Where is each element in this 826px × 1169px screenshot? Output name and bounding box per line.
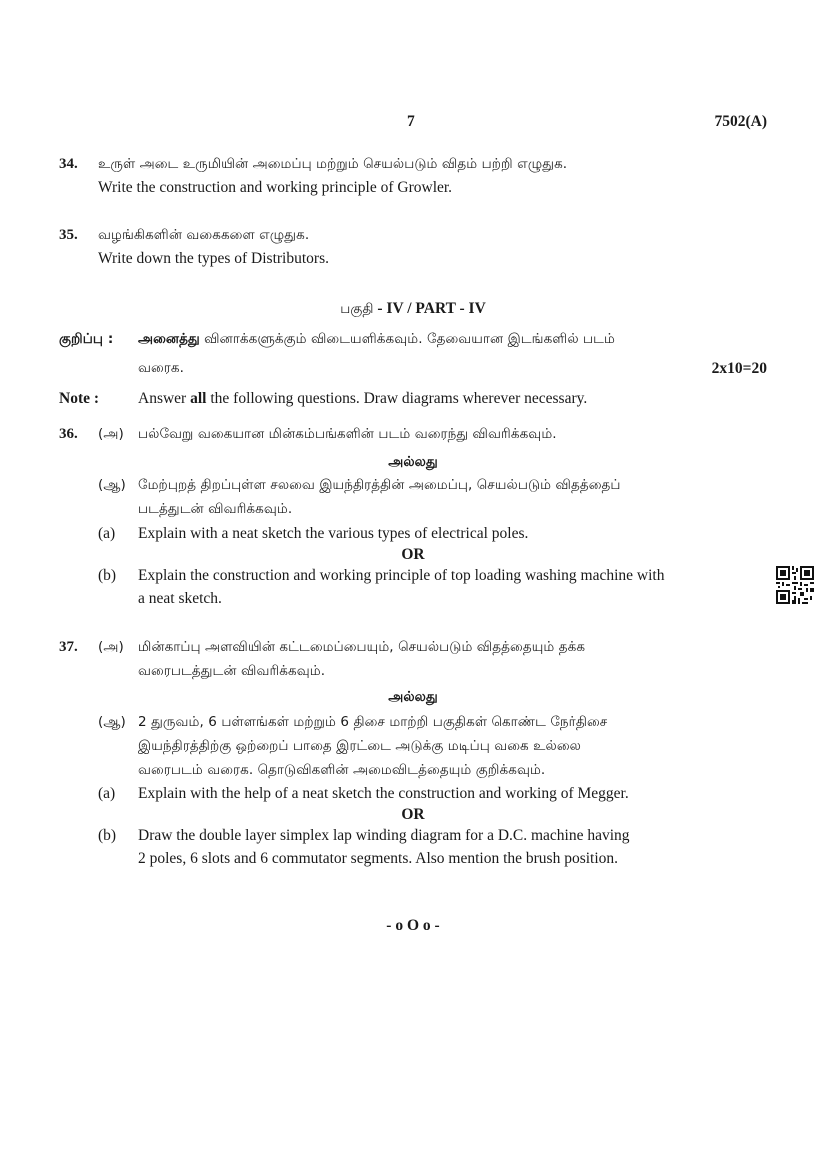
note-text	[138, 387, 587, 410]
question-34-english: Write the construction and working principle of Growler.	[98, 179, 453, 196]
question-34-tamil: உருள் அடை உருமியின் அமைப்பு மற்றும் செயல்படும் விதம் பற்றி எழுதுக.	[98, 156, 568, 172]
question-35-english: Write down the types of Distributors.	[98, 250, 329, 267]
part-heading-tamil: பகுதி	[340, 301, 374, 317]
question-37-or-tamil: அல்லது	[388, 689, 438, 705]
note-label: Note :	[59, 390, 100, 407]
part-heading-english: - IV / PART - IV	[373, 300, 486, 317]
question-37-number: 37.	[59, 639, 78, 655]
question-37-b-tamil-label: (ஆ)	[98, 714, 126, 730]
tamil-note-line2: வரைக.	[138, 360, 184, 376]
question-37-b-tamil-line3: வரைபடம் வரைக. தொடுவிகளின் அமைவிடத்தையும் குறிக்கவும்.	[138, 762, 546, 778]
question-35-tamil: வழங்கிகளின் வகைகளை எழுதுக.	[98, 227, 310, 243]
note-bold: all	[190, 390, 207, 407]
question-37-a-tamil-line2: வரைபடத்துடன் விவரிக்கவும்.	[138, 663, 326, 679]
question-36-or-tamil: அல்லது	[388, 454, 438, 470]
tamil-note-bold: அனைத்து	[138, 331, 200, 347]
question-36-a-label: (a)	[98, 525, 116, 542]
question-37-a-label: (a)	[98, 785, 116, 802]
tamil-note-line1	[138, 328, 615, 351]
question-36-a-tamil: பல்வேறு வகையான மின்கம்பங்களின் படம் வரைந்து விவரிக்கவும்.	[138, 426, 557, 442]
question-37-a-english: Explain with the help of a neat sketch the construction and working of Megger.	[138, 785, 629, 802]
tamil-note-label: குறிப்பு :	[59, 331, 114, 347]
question-36-b-english-line1: Explain the construction and working principle of top loading washing machine with	[138, 567, 665, 584]
part-heading	[0, 297, 826, 321]
question-35-number: 35.	[59, 227, 78, 243]
question-36-b-english-line2: a neat sketch.	[138, 590, 222, 607]
question-37-b-english-line2: 2 poles, 6 slots and 6 commutator segments. Also mention the brush position.	[138, 850, 619, 867]
question-36-b-tamil-line1: மேற்புறத் திறப்புள்ள சலவை இயந்திரத்தின் அமைப்பு, செயல்படும் விதத்தைப்	[138, 477, 621, 493]
question-34-number: 34.	[59, 156, 78, 172]
page-number: 7	[407, 113, 415, 130]
question-37-a-tamil-label: (அ)	[98, 639, 124, 655]
question-36-a-english: Explain with a neat sketch the various types of electrical poles.	[138, 525, 529, 542]
question-36-b-label: (b)	[98, 567, 117, 584]
question-37-b-label: (b)	[98, 827, 117, 844]
tamil-note-rest: வினாக்களுக்கும் விடையளிக்கவும். தேவையான இடங்களில் படம்	[199, 331, 615, 347]
end-of-paper-mark: - o O o -	[386, 917, 440, 934]
question-37-a-tamil-line1: மின்காப்பு அளவியின் கட்டமைப்பையும், செயல்படும் விதத்தையும் தக்க	[138, 639, 586, 655]
question-37-b-tamil-line2: இயந்திரத்திற்கு ஒற்றைப் பாதை இரட்டை அடுக்கு மடிப்பு வகை உல்லை	[138, 738, 581, 754]
question-36-or-english: OR	[401, 546, 425, 563]
note-text-after: the following questions. Draw diagrams wherever necessary.	[206, 390, 588, 407]
question-37-b-english-line1: Draw the double layer simplex lap winding diagram for a D.C. machine having	[138, 827, 630, 844]
marks-allocation: 2x10=20	[711, 360, 767, 377]
question-36-b-tamil-line2: படத்துடன் விவரிக்கவும்.	[138, 501, 293, 517]
question-37-b-tamil-line1: 2 துருவம், 6 பள்ளங்கள் மற்றும் 6 திசை மாற்றி பகுதிகள் கொண்ட நேர்திசை	[138, 714, 608, 730]
question-36-b-tamil-label: (ஆ)	[98, 477, 126, 493]
question-37-or-english: OR	[401, 806, 425, 823]
question-36-number: 36.	[59, 426, 78, 442]
qr-code-icon	[776, 566, 814, 604]
note-text-before: Answer	[138, 390, 191, 407]
paper-code: 7502(A)	[714, 113, 767, 130]
question-36-a-tamil-label: (அ)	[98, 426, 124, 442]
